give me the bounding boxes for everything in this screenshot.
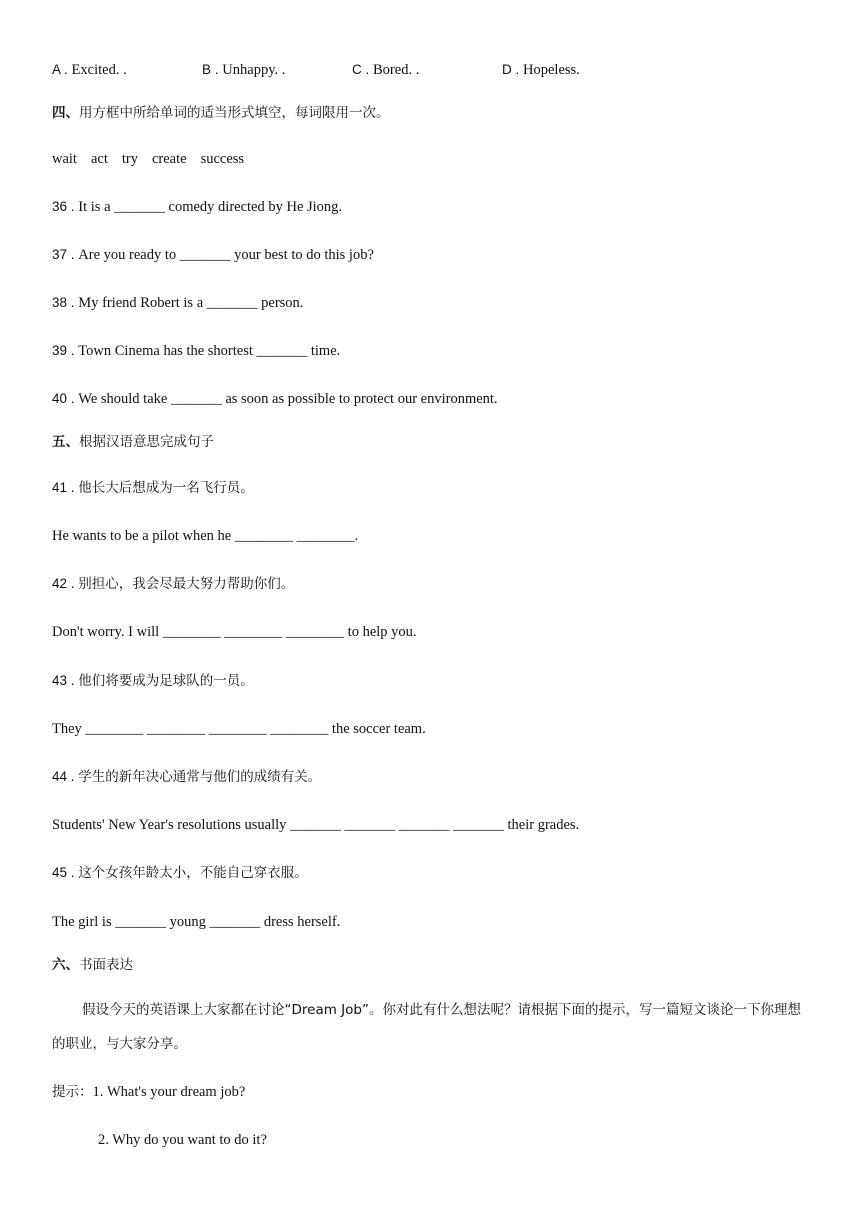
hint-2: 2. Why do you want to do it? bbox=[98, 1132, 267, 1148]
question-40: 40 . We should take _______ as soon as possible to protect our environment. bbox=[52, 391, 498, 407]
question-43-en: They ________ ________ ________ ________ the soccer team. bbox=[52, 721, 426, 737]
question-41-en: He wants to be a pilot when he ________ ________. bbox=[52, 528, 359, 544]
section-5-heading: 五、根据汉语意思完成句子 bbox=[52, 434, 214, 450]
question-38: 38 . My friend Robert is a _______ person. bbox=[52, 295, 304, 311]
question-43-cn: 43 . 他们将要成为足球队的一员。 bbox=[52, 673, 254, 689]
question-36: 36 . It is a _______ comedy directed by He Jiong. bbox=[52, 199, 343, 215]
option-a: A . Excited. . bbox=[52, 62, 127, 78]
question-42-cn: 42 . 别担心，我会尽最大努力帮助你们。 bbox=[52, 576, 295, 592]
question-39: 39 . Town Cinema has the shortest _______ time. bbox=[52, 343, 341, 359]
word: wait bbox=[52, 151, 77, 167]
word: try bbox=[121, 151, 138, 167]
question-44-en: Students' New Year's resolutions usually _______ _______ _______ _______ their grades. bbox=[52, 817, 580, 833]
question-41-cn: 41 . 他长大后想成为一名飞行员。 bbox=[52, 480, 254, 496]
section-6-heading: 六、书面表达 bbox=[52, 957, 133, 973]
writing-prompt: 假设今天的英语课上大家都在讨论“Dream Job”。你对此有什么想法呢？请根据下面的提示，写一篇短文谈论一下你理想的职业，与大家分享。 bbox=[52, 1002, 801, 1052]
section-4-heading: 四、用方框中所给单词的适当形式填空，每词限用一次。 bbox=[52, 105, 390, 121]
option-c: C . Bored. . bbox=[352, 62, 420, 78]
option-b: B . Unhappy. . bbox=[202, 62, 286, 78]
word-box bbox=[52, 149, 258, 169]
word: create bbox=[151, 151, 187, 167]
word: act bbox=[90, 151, 108, 167]
question-42-en: Don't worry. I will ________ ________ ________ to help you. bbox=[52, 624, 417, 640]
question-44-cn: 44 . 学生的新年决心通常与他们的成绩有关。 bbox=[52, 769, 322, 785]
option-d: D . Hopeless. bbox=[502, 62, 580, 78]
question-45-cn: 45 . 这个女孩年龄太小，不能自己穿衣服。 bbox=[52, 865, 308, 881]
question-37: 37 . Are you ready to _______ your best to do this job? bbox=[52, 247, 374, 263]
word: success bbox=[200, 151, 245, 167]
question-45-en: The girl is _______ young _______ dress herself. bbox=[52, 914, 341, 930]
hint-1: 提示：1. What's your dream job? bbox=[52, 1084, 246, 1100]
